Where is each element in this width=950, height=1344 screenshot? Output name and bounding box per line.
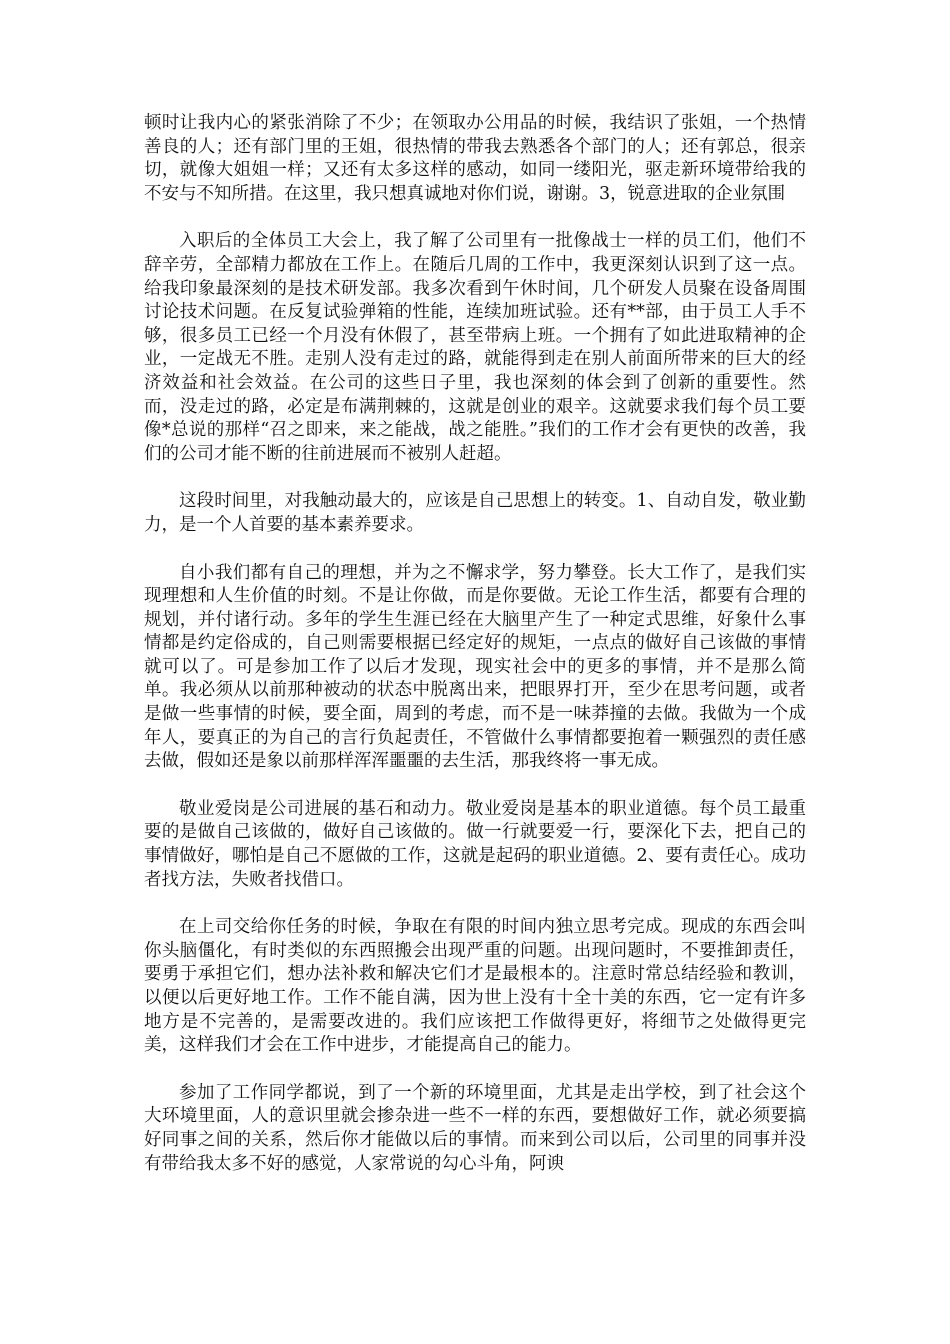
document-page xyxy=(144,112,806,1200)
paragraph-6: 在上司交给你任务的时候，争取在有限的时间内独立思考完成。现成的东西会叫你头脑僵化，有时类似的东西照搬会出现严重的问题。出现问题时，不要推卸责任，要勇于承担它们，想办法补救和解决它们才是最根本的。注意时常总结经验和教训，以便以后更好地工作。工作不能自满，因为世上没有十全十美的东西，它一定有许多地方是不完善的，是需要改进的。我们应该把工作做得更好，将细节之处做得更完美，这样我们才会在工作中进步，才能提高自己的能力。 xyxy=(144,917,806,1056)
paragraph-2: 入职后的全体员工大会上，我了解了公司里有一批像战士一样的员工们，他们不辞辛劳，全部精力都放在工作上。在随后几周的工作中，我更深刻认识到了这一点。给我印象最深刻的是技术研发部。我多次看到午休时间，几个研发人员聚在设备周围讨论技术问题。在反复试验弹箱的性能，连续加班试验。还有**部，由于员工人手不够，很多员工已经一个月没有休假了，甚至带病上班。一个拥有了如此进取精神的企业，一定战无不胜。走别人没有走过的路，就能得到走在别人前面所带来的巨大的经济效益和社会效益。在公司的这些日子里，我也深刻的体会到了创新的重要性。然而，没走过的路，必定是布满荆棘的，这就是创业的艰辛。这就要求我们每个员工要像*总说的那样“召之即来，来之能战，战之能胜。”我们的工作才会有更快的改善，我们的公司才能不断的往前进展而不被别人赶超。 xyxy=(144,231,806,464)
paragraph-5: 敬业爱岗是公司进展的基石和动力。敬业爱岗是基本的职业道德。每个员工最重要的是做自己该做的，做好自己该做的。做一行就要爱一行，要深化下去，把自己的事情做好，哪怕是自己不愿做的工作，这就是起码的职业道德。2、要有责任心。成功者找方法，失败者找借口。 xyxy=(144,798,806,890)
paragraph-4: 自小我们都有自己的理想，并为之不懈求学，努力攀登。长大工作了，是我们实现理想和人生价值的时刻。不是让你做，而是你要做。无论工作生活，都要有合理的规划，并付诸行动。多年的学生生涯已经在大脑里产生了一种定式思维，好象什么事情都是约定俗成的，自己则需要根据已经定好的规矩，一点点的做好自己该做的事情就可以了。可是参加工作了以后才发现，现实社会中的更多的事情，并不是那么简单。我必须从以前那种被动的状态中脱离出来，把眼界打开，至少在思考问题，或者是做一些事情的时候，要全面，周到的考虑，而不是一味莽撞的去做。我做为一个成年人，要真正的为自己的言行负起责任，不管做什么事情都要抱着一颗强烈的责任感去做，假如还是象以前那样浑浑噩噩的去生活，那我终将一事无成。 xyxy=(144,562,806,772)
paragraph-1: 顿时让我内心的紧张消除了不少；在领取办公用品的时候，我结识了张姐，一个热情善良的人；还有部门里的王姐，很热情的带我去熟悉各个部门的人；还有郭总，很亲切，就像大姐姐一样；又还有太多这样的感动，如同一缕阳光，驱走新环境带给我的不安与不知所措。在这里，我只想真诚地对你们说，谢谢。3，锐意进取的企业氛围 xyxy=(144,113,806,204)
paragraph-7: 参加了工作同学都说，到了一个新的环境里面，尤其是走出学校，到了社会这个大环境里面，人的意识里就会掺杂进一些不一样的东西，要想做好工作，就必须要搞好同事之间的关系，然后你才能做以后的事情。而来到公司以后，公司里的同事并没有带给我太多不好的感觉，人家常说的勾心斗角，阿谀 xyxy=(144,1082,806,1174)
paragraph-3: 这段时间里，对我触动最大的，应该是自己思想上的转变。1、自动自发，敬业勤力，是一个人首要的基本素养要求。 xyxy=(144,491,806,535)
